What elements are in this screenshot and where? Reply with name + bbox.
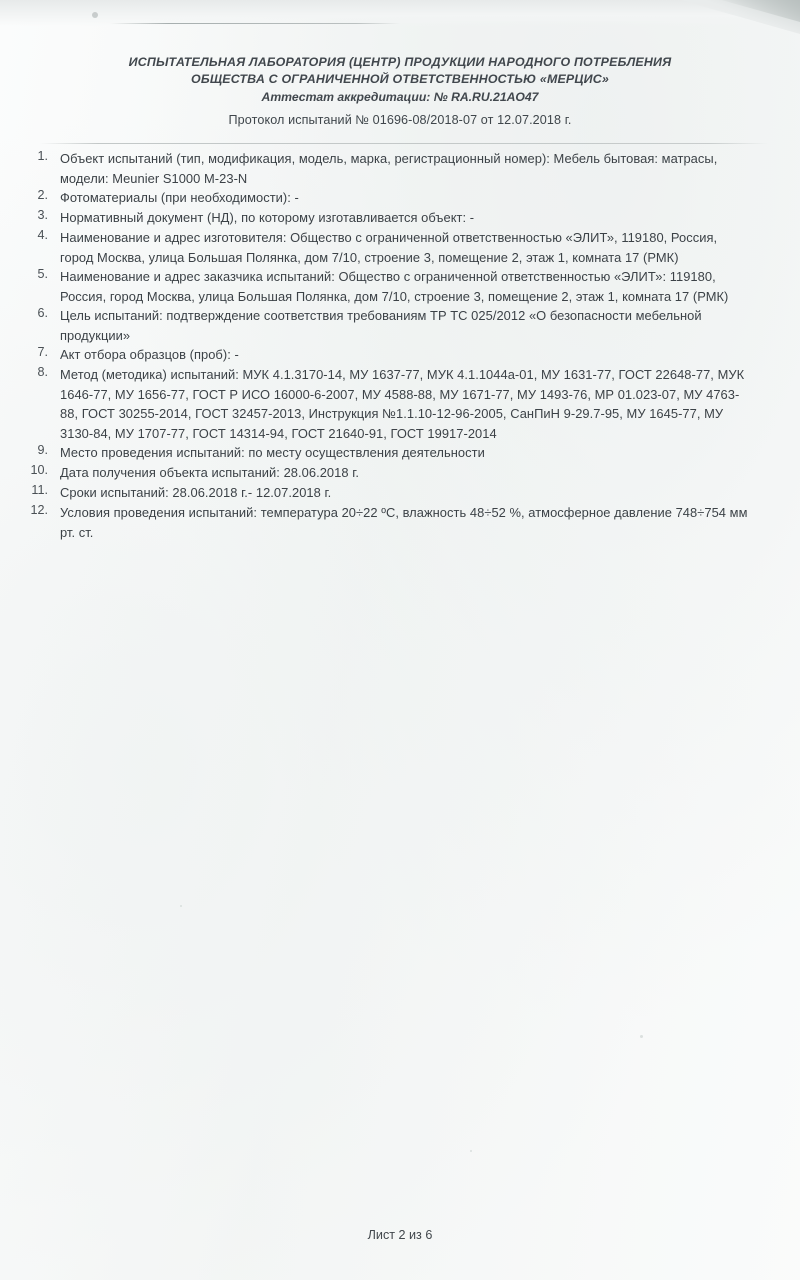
list-item-text: Наименование и адрес изготовителя: Общество с ограниченной ответственностью «ЭЛИТ», 119180, Россия, город Москва, улица Большая Полянка, дом 7/10, строение 3, помещение 2, этаж 1, комната 17 (РМК) [60, 230, 718, 265]
list-item [0, 228, 754, 267]
accreditation-line [60, 88, 740, 107]
list-item [0, 503, 754, 542]
list-item-text: Дата получения объекта испытаний: 28.06.2018 г. [60, 465, 360, 480]
scan-speck [180, 905, 182, 907]
page-footer: Лист 2 из 6 [367, 1228, 433, 1242]
protocol-title: Протокол испытаний № 01696-08/2018-07 от 12.07.2018 г. [228, 113, 572, 127]
list-item-text: Метод (методика) испытаний: МУК 4.1.3170-14, МУ 1637-77, МУК 4.1.1044а-01, МУ 1631-77, ГОСТ 22648-77, МУК 1646-77, МУ 1656-77, ГОСТ Р ИСО 16000-6-2007, МУ 4588-88, МУ 1671-77, МУ 1493-76, МР 01.023-07, МУ 4763-88, ГОСТ 30255-2014, ГОСТ 32457-2013, Инструкция №1.1.10-12-96-2005, СанПиН 9-29.7-95, МУ 1645-77, МУ 3130-84, МУ 1707-77, ГОСТ 14314-94, ГОСТ 21640-91, ГОСТ 19917-2014 [60, 367, 745, 441]
laboratory-header [60, 54, 740, 107]
list-item [0, 188, 754, 208]
list-item [0, 345, 754, 365]
list-item-text: Условия проведения испытаний: температура 20÷22 ºС, влажность 48÷52 %, атмосферное давление 748÷754 мм рт. ст. [60, 505, 748, 540]
list-item-number: 1. [37, 149, 48, 163]
list-item-text: Объект испытаний (тип, модификация, модель, марка, регистрационный номер): Мебель бытовая: матрасы, модели: Meunier S1000 M-23-N [60, 151, 718, 186]
list-item-number: 7. [37, 345, 48, 359]
lab-name-line-2: ОБЩЕСТВА С ОГРАНИЧЕННОЙ ОТВЕТСТВЕННОСТЬЮ «МЕРЦИС» [191, 72, 609, 86]
list-item-number: 12. [30, 503, 48, 517]
list-item-text: Сроки испытаний: 28.06.2018 г.- 12.07.2018 г. [60, 485, 332, 500]
list-item-number: 10. [30, 463, 48, 477]
list-item-text: Наименование и адрес заказчика испытаний: Общество с ограниченной ответственностью «ЭЛИТ»: 119180, Россия, город Москва, улица Большая Полянка, дом 7/10, строение 3, помещение 2, этаж 1, комната 17 (РМК) [60, 269, 729, 304]
scan-speck [470, 1150, 472, 1152]
list-item-number: 5. [37, 267, 48, 281]
scan-speck [640, 1035, 643, 1038]
accreditation-label: Аттестат аккредитации: [261, 90, 431, 104]
list-item-text: Акт отбора образцов (проб): - [60, 347, 239, 362]
list-item [0, 483, 754, 503]
list-item-text: Место проведения испытаний: по месту осуществления деятельности [60, 445, 485, 460]
list-item [0, 306, 754, 345]
list-item-number: 6. [37, 306, 48, 320]
list-item-number: 11. [31, 483, 48, 497]
protocol-items-list [0, 149, 800, 542]
list-item [0, 208, 754, 228]
list-item-number: 2. [37, 188, 48, 202]
list-item-number: 8. [37, 365, 48, 379]
list-item [0, 267, 754, 306]
lab-name-line-1: ИСПЫТАТЕЛЬНАЯ ЛАБОРАТОРИЯ (ЦЕНТР) ПРОДУКЦИИ НАРОДНОГО ПОТРЕБЛЕНИЯ [128, 55, 672, 69]
accreditation-number: № RA.RU.21AO47 [433, 90, 539, 104]
list-item-number: 4. [37, 228, 48, 242]
list-item-number: 9. [37, 443, 48, 457]
list-item-number: 3. [37, 208, 48, 222]
list-item-text: Фотоматериалы (при необходимости): - [60, 190, 299, 205]
list-item [0, 365, 754, 443]
list-item [0, 149, 754, 188]
list-item [0, 443, 754, 463]
list-item-text: Цель испытаний: подтверждение соответствия требованиям ТР ТС 025/2012 «О безопасности мебельной продукции» [60, 308, 702, 343]
list-item [0, 463, 754, 483]
list-item-text: Нормативный документ (НД), по которому изготавливается объект: - [60, 210, 475, 225]
